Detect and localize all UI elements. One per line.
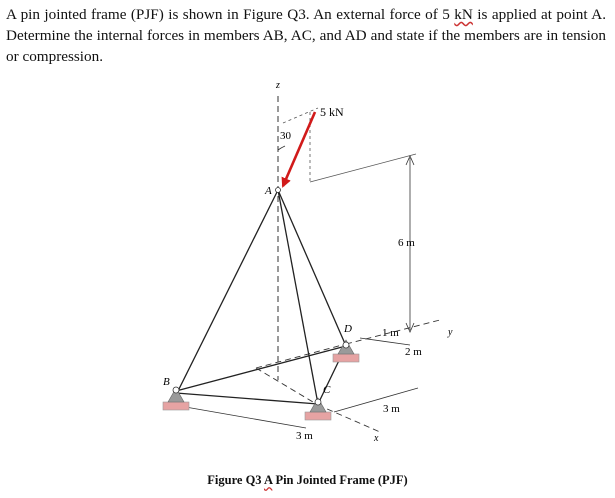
force-label: 5 kN [320, 105, 344, 119]
support-b [163, 387, 189, 410]
problem-kn-unit: kN [454, 6, 473, 23]
member-ab [176, 190, 278, 395]
dim-2m-line [360, 338, 410, 345]
dim-3m-right-label: 3 m [383, 403, 400, 415]
member-ac [278, 190, 318, 404]
node-c-label: C [323, 384, 331, 396]
z-axis-label: z [276, 80, 280, 91]
caption-prefix: Figure Q3 [207, 473, 264, 487]
node-b-label: B [163, 376, 170, 388]
member-ad [278, 190, 346, 346]
joint-a [276, 188, 281, 193]
height-top-ref [310, 154, 416, 182]
support-c [305, 398, 331, 420]
x-axis-label: x [374, 433, 379, 444]
dim-3m-right-line [334, 388, 418, 412]
angle-label: 30 [280, 130, 291, 142]
figure-caption [0, 473, 615, 488]
problem-text-1: A pin jointed frame (PJF) is shown in Figure Q3. An external force of 5 [6, 6, 455, 23]
caption-rest: Pin Jointed Frame (PJF) [272, 473, 408, 487]
support-d [333, 340, 359, 362]
problem-text-2: is applied at point A. Determine the internal forces in members AB, AC, and AD and state if the members are in tension or compression. [6, 6, 606, 65]
height-dim-label: 6 m [398, 237, 415, 249]
dim-1m-label: 1 m [382, 327, 399, 339]
caption-wavy-letter: A [263, 473, 273, 487]
member-bd [176, 346, 346, 391]
dim-3m-bottom-label: 3 m [296, 430, 313, 442]
dim-3m-bottom-line [174, 405, 306, 428]
base-dashed-1 [256, 344, 346, 368]
node-a-label: A [265, 185, 272, 197]
node-d-label: D [344, 323, 352, 335]
angle-arc [278, 146, 285, 150]
member-bc [176, 393, 318, 404]
y-axis-label: y [448, 327, 453, 338]
dim-2m-label: 2 m [405, 346, 422, 358]
